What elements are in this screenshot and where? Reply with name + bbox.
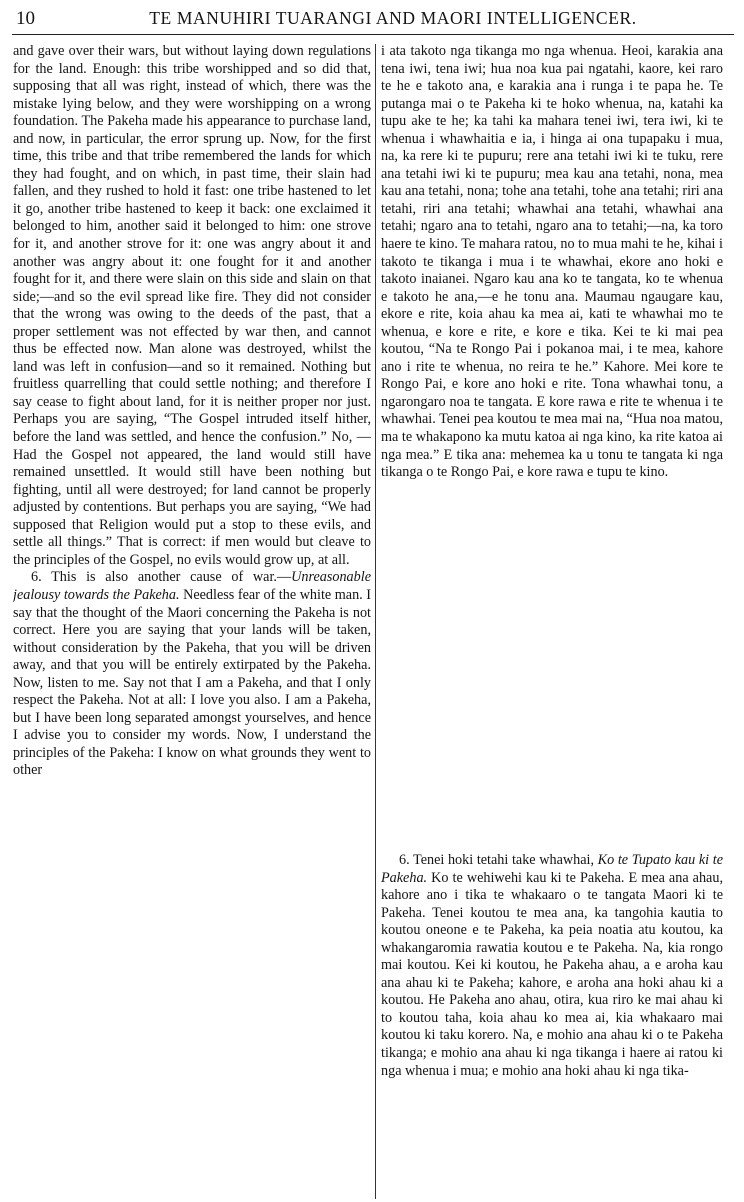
english-para6-lead: 6. This is also another cause of war.— [31,569,292,586]
english-para6-heading: Unreasonable jealousy towards the Pakeha. [13,569,371,603]
english-column [13,43,371,1199]
english-para6-body: Needless fear of the white man. I say that the thought of the Maori concerning the Pakeha is not correct. Here you are saying that your lands will be taken, without consideration by the Pakeha, that you will be driven away, and that you will be entirely extirpated by the Pakeha. Now, listen to me. Say not that I am a Pakeha, and that I only respect the Pakeha. Not at all: I love you also. I am a Pakeha, but I have been long separated amongst yourselves, and hence I advise you to consider my words. Now, I understand the principles of the Pakeha: I know on what grounds they went to other [13,586,371,779]
column-divider [375,44,376,1199]
english-paragraph-5-continued: and gave over their wars, but without laying down regulations for the land. Enough: this tribe worshipped and so did that, supposing that all was right, instead of which, there was the mistake lying below, and they were worshipping on a wrong foundation. The Pakeha made his appearance to purchase land, and now, in particular, the error sprung up. Now, for the first time, this tribe and that tribe remembered the lands for which they had fought, and on which, in past time, their slain had fallen, and they rushed to hold it fast: one tribe hastened to let it go, another tribe hastened to keep it back: one exclaimed it belonged to him, another said it belonged to him: one strove for it, and another strove for it: one was angry about it and another was angry about it: one fought for it and another fought for it, and there were slain on this side and slain on that side;—and so the evil spread like fire. They did not consider that the wrong was owing to the deeds of the past, that a proper settlement was not effected by war then, and cannot thus be effected now. Man alone was destroyed, whilst the land was left in confusion—and so it remained. Nothing but fruitless quarrelling that could settle nothing; and therefore I say cease to fight about land, for it is neither proper nor just. Perhaps you are saying, “The Gospel intruded itself hither, before the land was settled, and hence the confusion.” No, —Had the Gospel not appeared, the land would still have remained unsettled. It would still have been nothing but fighting, until all were destroyed; for land cannot be properly adjusted by contentions. But perhaps you are saying, “We had supposed that Religion would put a stop to these evils, and settle all things.” That is correct: if men would but cleave to the principles of the Gospel, no evils would grow up, at all. [13,43,371,568]
maori-paragraph-6 [381,852,723,1080]
maori-paragraph-5-continued: i ata takoto nga tikanga mo nga whenua. Heoi, karakia ana tena iwi, tena iwi; hua noa kua pai ngatahi, kaore, kei raro te he e takoto ana, e karakia ana i runga i te papa he. Te putanga mai o te Pakeha ki te hoko whenua, na, katahi ka tupu ake te he; ka tahi ka mahara tenei iwi, tera iwi, ki te whenua i whawhaitia e ia, i hinga ai ona tupapaku i mua, na, ka rere ki te pupuru; rere ana tetahi iwi ki te tuku, rere ana tetahi iwi ki te pupuru; mea kau ana tetahi, nona, mea kau ana tetahi, nona; tohe ana tetahi, tohe ana tetahi; riri ana tetahi, riri ana tetahi; whawhai ana tetahi, whawhai ana tetahi; ngaro ana to tetahi, ngaro ana to tetahi;—na, ka toro haere te kino. Te mahara ratou, no to mua mahi te he, kihai i takoto te tikanga i mua i te whawhai, ekore ano hoki e takoto inaianei. Ngaro kau ana ko te tangata, ko te whenua e takoto he ana,—e he tonu ana. Maumau ngaugare kau, ekore e rite, koia ahau ka mea ai, kati te whawhai mo te whenua, e kore e rite, e kore e tika. Kei te ki mai pea koutou, “Na te Rongo Pai i pokanoa mai, i te mea, kahore ano i rite te whenua, no reira te he.” Kahore. Mei kore te Rongo Pai, e kore ano hoki e rite. Tona whawhai tonu, a ngarongaro noa te tangata. E kore rawa e rite te whenua i te whawhai. Tenei pea koutou te mea mai na, “Hua noa matou, ma te whakapono ka mutu katoa ai nga kino, ka rite katoa ai nga mea.” E tika ana: mehemea ka u tonu te tangata ki nga tikanga o te Rongo Pai, e kore rawa e tupu te kino. [381,43,723,481]
maori-para6-body: Ko te wehiwehi kau ki te Pakeha. E mea ana ahau, kahore ano i tika te whakaaro o te tangata Maori ki te Pakeha. Tenei koutou te mea ana, ka tangohia kautia to koutou oneone e te Pakeha, ka peia noatia atu koutou, ka whakangaromia rawatia koutou e te Pakeha. Na, kia rongo mai koutou. Kei ki koutou, he Pakeha ahau, a e aroha kau ana ahau ki te Pakeha; kahore, e aroha ana hoki ahau ki a koutou. He Pakeha ano ahau, otira, kua riro ke mai ahau ki to koutou taha, koia ahau ko mea ai, kia whakaaro mai koutou ki taku korero. Na, e mohio ana ahau ki o te Pakeha tikanga; e mohio ana ahau ki nga tikanga i haere ai ratou ki nga whenua i mua; e mohio ana hoki ahau ki nga tika- [381,869,723,1079]
masthead-title: TE MANUHIRI TUARANGI AND MAORI INTELLIGENCER. [149,8,637,28]
maori-column-bottom [381,852,723,1199]
english-paragraph-6 [13,569,371,780]
maori-para6-lead: 6. Tenei hoki tetahi take whawhai, [399,852,598,868]
maori-para6-heading: Ko te Tupato kau ki te Pakeha. [381,852,723,886]
page-header [12,4,734,35]
maori-column-top [381,43,723,723]
page-number: 10 [16,8,35,29]
